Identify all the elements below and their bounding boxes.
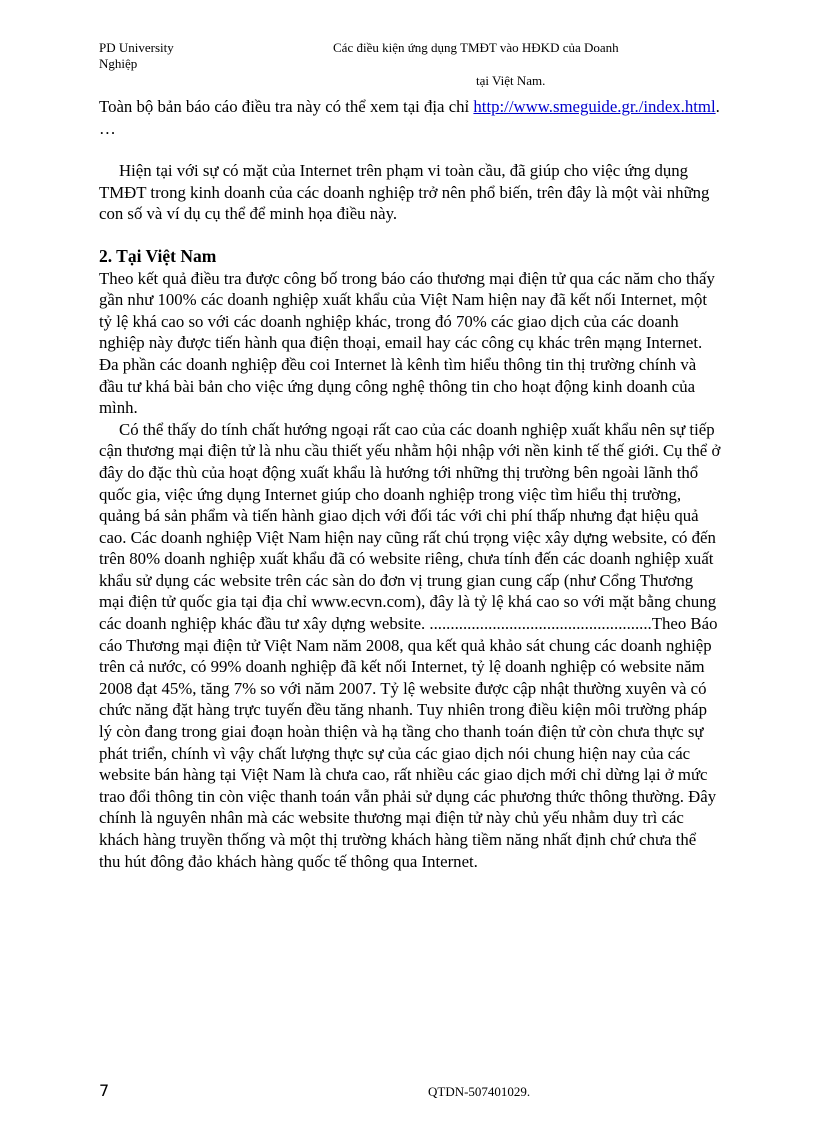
intro-text: Toàn bộ bản báo cáo điều tra này có thể xem tại địa chỉ (99, 97, 470, 116)
document-body (99, 96, 721, 872)
page-number: 7 (99, 1081, 110, 1100)
header-left-cont: Nghiệp (99, 56, 138, 71)
paragraph-survey-results: Theo kết quả điều tra được công bố trong báo cáo thương mại điện tử qua các năm cho thấy gần như 100% các doanh nghiệp xuất khẩu của Việt Nam hiện nay đã kết nối Internet, một tỷ lệ khá cao so với các doanh nghiệp khác, trong đó 70% các giao dịch của các doanh nghiệp này được tiến hành qua điện thoại, email hay các công cụ khác trên mạng Internet. Đa phần các doanh nghiệp đều coi Internet là kênh tìm hiểu thông tin thị trường chính và đầu tư khá bài bản cho việc ứng dụng công nghệ thông tin cho hoạt động kinh doanh của mình. (99, 268, 715, 418)
ellipsis: … (99, 118, 116, 138)
header-title: Các điều kiện ứng dụng TMĐT vào HĐKD của Doanh (333, 40, 619, 55)
intro-link-suffix: . (715, 97, 720, 116)
header-university: PD University (99, 40, 174, 55)
header-left (99, 40, 219, 72)
footer-code: QTDN-507401029. (428, 1084, 531, 1099)
source-link[interactable]: http://www.smeguide.gr./index.html (473, 97, 716, 116)
header-title-cont: tại Việt Nam. (476, 73, 546, 88)
paragraph-internet-global: Hiện tại với sự có mặt của Internet trên phạm vi toàn cầu, đã giúp cho việc ứng dụng TMĐT trong kinh doanh của các doanh nghiệp trở nên phổ biến, trên đây là một vài những con số và ví dụ cụ thể để minh họa điều này. (99, 161, 710, 224)
paragraph-export-enterprises: Có thể thấy do tính chất hướng ngoại rất cao của các doanh nghiệp xuất khẩu nên sự tiếp cận thương mại điện tử là nhu cầu thiết yếu nhằm hội nhập với nền kinh tế thế giới. Cụ thể ở đây do đặc thù của hoạt động xuất khẩu là hướng tới những thị trường bên ngoài lãnh thổ quốc gia, việc ứng dụng Internet giúp cho doanh nghiệp trong việc tìm hiểu thị trường, quảng bá sản phẩm và tiến hành giao dịch với đối tác với chi phí thấp nhưng đạt hiệu quả cao. Các doanh nghiệp Việt Nam hiện nay cũng rất chú trọng việc xây dựng website, có đến trên 80% doanh nghiệp xuất khẩu đã có website riêng, chưa tính đến các doanh nghiệp xuất khẩu sử dụng các website trên các sàn do đơn vị trung gian cung cấp (như Cổng Thương mại điện tử quốc gia tại địa chỉ www.ecvn.com), đây là tỷ lệ khá cao so với mặt bằng chung các doanh nghiệp khác đầu tư xây dựng website. .....................................................Theo Báo cáo Thương mại điện tử Việt Nam năm 2008, qua kết quả khảo sát chung các doanh nghiệp trên cả nước, có 99% doanh nghiệp đã kết nối Internet, tỷ lệ doanh nghiệp có website năm 2008 đạt 45%, tăng 7% so với năm 2007. Tỷ lệ website được cập nhật thường xuyên và có chức năng đặt hàng trực tuyến đều tăng nhanh. Tuy nhiên trong điều kiện môi trường pháp lý còn đang trong giai đoạn hoàn thiện và hạ tầng cho thanh toán điện tử còn chưa thực sự phát triển, chính vì vậy chất lượng thực sự của các giao dịch nói chung hiện nay của các website bán hàng tại Việt Nam là chưa cao, rất nhiều các giao dịch mới chỉ dừng lại ở mức trao đổi thông tin còn việc thanh toán vẫn phải sử dụng các phương thức thông thường. Đây chính là nguyên nhân mà các website thương mại điện tử này chủ yếu nhằm duy trì các khách hàng truyền thống và một thị trường khách hàng tiềm năng nhất định chứ chưa thể thu hút đông đảo khách hàng quốc tế thông qua Internet. (99, 419, 721, 871)
section-heading: 2. Tại Việt Nam (99, 245, 217, 266)
intro-paragraph (99, 96, 721, 118)
